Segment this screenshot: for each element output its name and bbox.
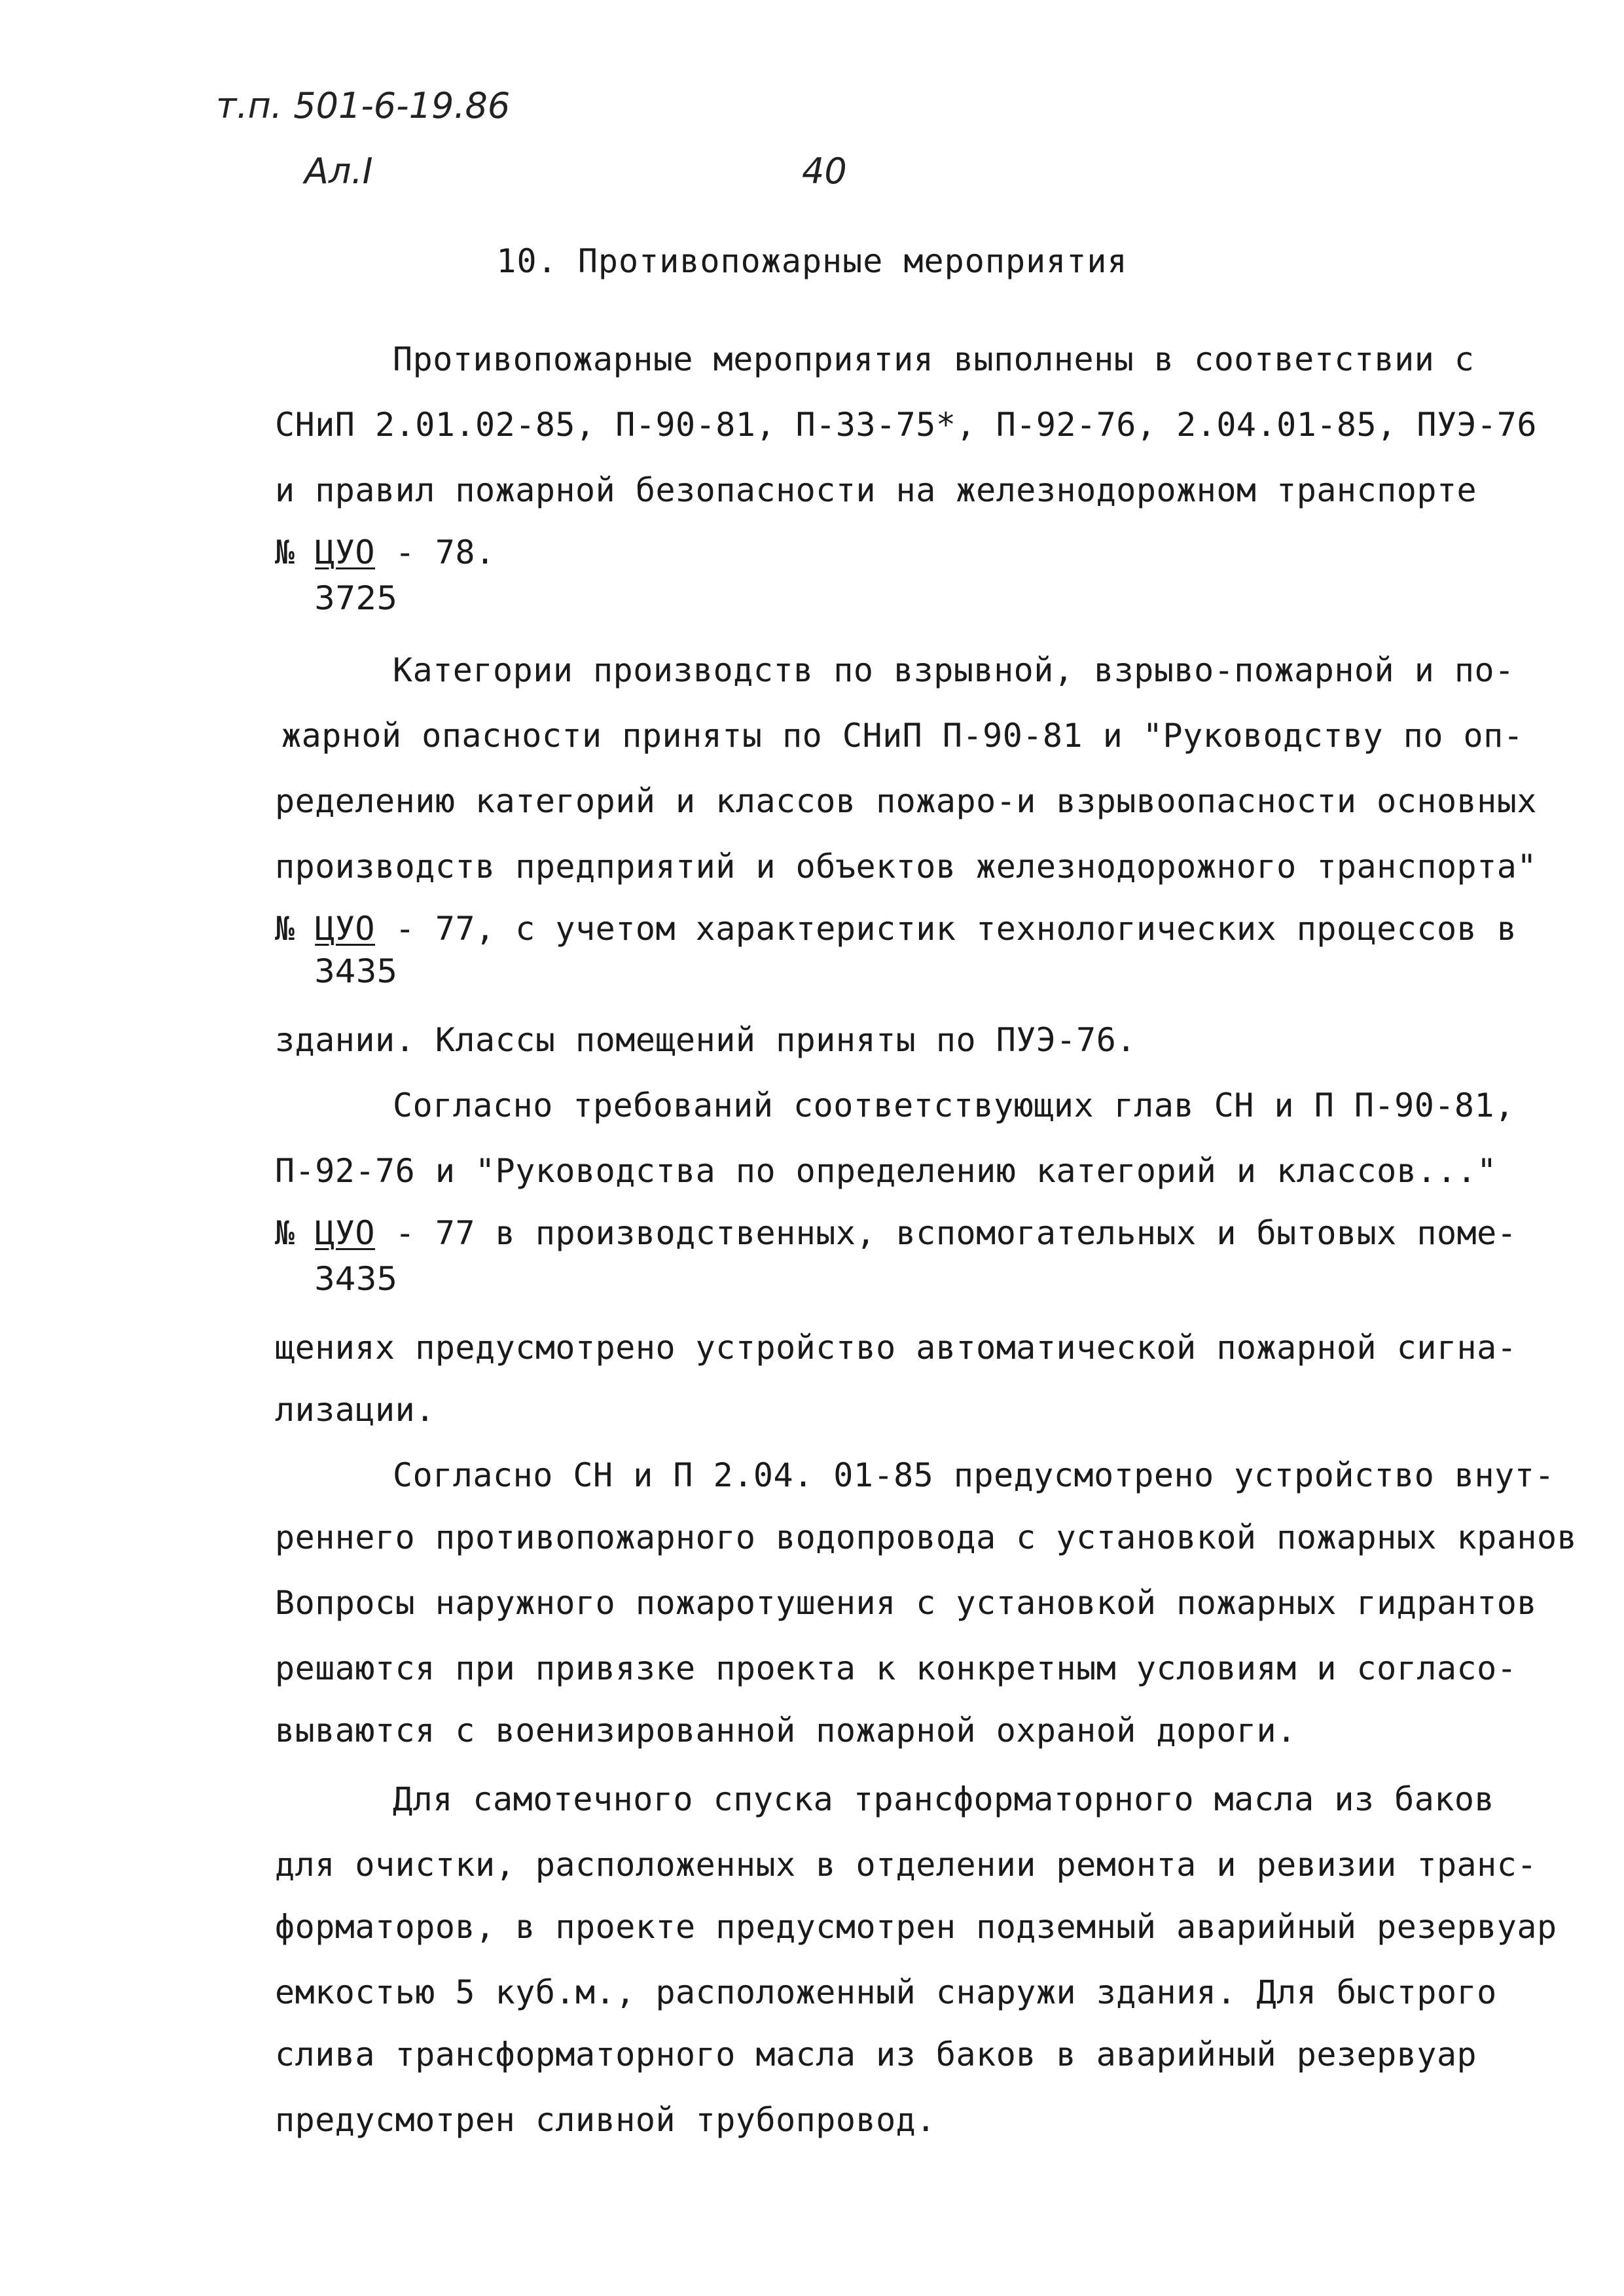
p5-line1: Для самотечного спуска трансформаторного масла из баков	[393, 1780, 1495, 1818]
p4-line5: вываются с военизированной пожарной охраной дороги.	[275, 1712, 1297, 1749]
p3-line5: лизации.	[275, 1391, 435, 1429]
p1-reference-number: 3725	[314, 579, 398, 617]
number-sign: №	[275, 533, 295, 571]
p3-reference	[275, 1214, 1517, 1252]
p3-line2: П-92-76 и "Руководства по определению категорий и классов..."	[275, 1152, 1497, 1190]
p4-line3: Вопросы наружного пожаротушения с установкой пожарных гидрантов	[275, 1584, 1537, 1622]
p1-line2: СНиП 2.01.02-85, П-90-81, П-33-75*, П-92-76, 2.04.01-85, ПУЭ-76	[275, 406, 1537, 444]
p4-line2: реннего противопожарного водопровода с установкой пожарных кранов	[275, 1518, 1578, 1556]
p5-line3: форматоров, в проекте предусмотрен подземный аварийный резервуар	[275, 1908, 1557, 1946]
section-heading: 10. Противопожарные мероприятия	[496, 242, 1128, 280]
p1-reference	[275, 533, 496, 571]
p2-line6: здании. Классы помещений приняты по ПУЭ-76.	[275, 1021, 1136, 1059]
reference-text: - 77 в производственных, вспомогательных и бытовых поме-	[395, 1214, 1517, 1252]
doc-code: т.п. 501-6-19.86	[216, 85, 511, 126]
reference-code: ЦУО	[315, 910, 376, 948]
p2-reference	[275, 910, 1517, 948]
p2-reference-number: 3435	[314, 952, 398, 990]
p5-line5: слива трансформаторного масла из баков в аварийный резервуар	[275, 2036, 1477, 2073]
p2-line3: ределению категорий и классов пожаро-и взрывоопасности основных	[275, 782, 1537, 820]
p4-line1: Согласно СН и П 2.04. 01-85 предусмотрено устройство внут-	[393, 1456, 1555, 1494]
p1-line1: Противопожарные мероприятия выполнены в соответствии с	[393, 340, 1475, 378]
number-sign: №	[275, 910, 295, 948]
p3-line1: Согласно требований соответствующих глав СН и П П-90-81,	[393, 1086, 1515, 1124]
p3-reference-number: 3435	[314, 1260, 398, 1298]
sheet-label: Ал.I	[304, 151, 373, 192]
p1-line3: и правил пожарной безопасности на железнодорожном транспорте	[275, 471, 1477, 509]
number-sign: №	[275, 1214, 295, 1252]
p3-line4: щениях предусмотрено устройство автоматической пожарной сигна-	[275, 1329, 1517, 1367]
p5-line4: емкостью 5 куб.м., расположенный снаружи здания. Для быстрого	[275, 1973, 1497, 2011]
page-number: 40	[802, 151, 847, 192]
p2-line1: Категории производств по взрывной, взрыво-пожарной и по-	[393, 651, 1515, 689]
p4-line4: решаются при привязке проекта к конкретным условиям и согласо-	[275, 1649, 1517, 1687]
p2-line4: производств предприятий и объектов железнодорожного транспорта"	[275, 848, 1537, 886]
p5-line2: для очистки, расположенных в отделении ремонта и ревизии транс-	[275, 1846, 1537, 1884]
reference-text: - 77, с учетом характеристик технологических процессов в	[395, 910, 1517, 948]
reference-code: ЦУО	[315, 1214, 376, 1252]
p2-line2: жарной опасности приняты по СНиП П-90-81 и "Руководству по оп-	[281, 717, 1524, 755]
p5-line6: предусмотрен сливной трубопровод.	[275, 2101, 936, 2139]
reference-code: ЦУО	[315, 533, 376, 571]
reference-year: - 78.	[395, 533, 496, 571]
